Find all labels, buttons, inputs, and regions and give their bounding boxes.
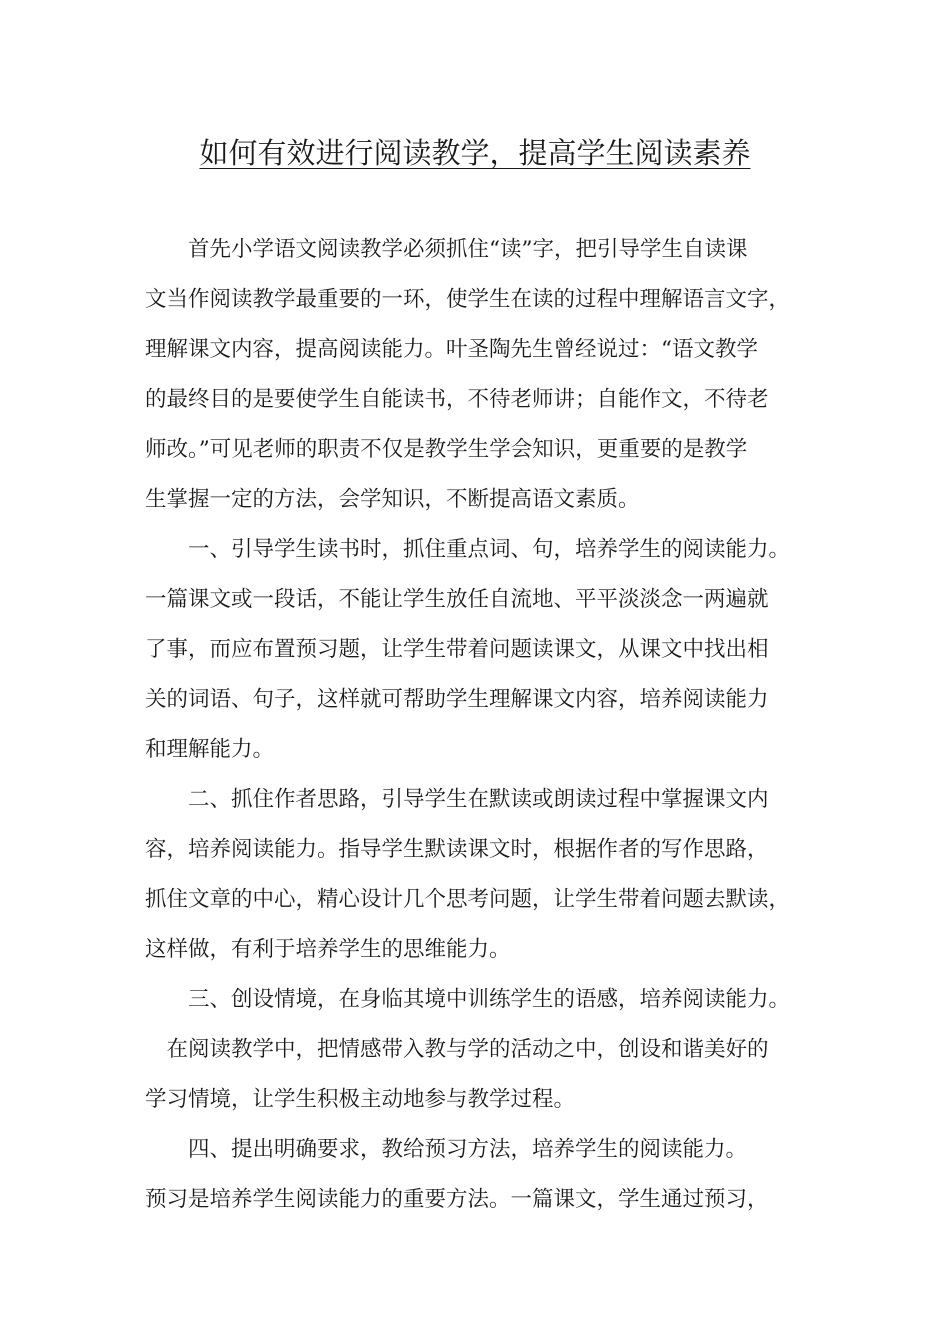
- body-line: 文当作阅读教学最重要的一环，使学生在读的过程中理解语言文字，: [145, 287, 791, 312]
- body-line: 在阅读教学中，把情感带入教与学的活动之中，创设和谐美好的: [145, 1037, 769, 1062]
- body-line: 抓住文章的中心，精心设计几个思考问题，让学生带着问题去默读，: [145, 887, 791, 912]
- body-line: 这样做，有利于培养学生的思维能力。: [145, 937, 511, 962]
- body-line: 一篇课文或一段话，不能让学生放任自流地、平平淡淡念一两遍就: [145, 587, 769, 612]
- body-line: 学习情境，让学生积极主动地参与教学过程。: [145, 1087, 576, 1112]
- body-line: 四、提出明确要求，教给预习方法，培养学生的阅读能力。: [145, 1137, 748, 1162]
- body-line: 预习是培养学生阅读能力的重要方法。一篇课文，学生通过预习，: [145, 1187, 769, 1212]
- body-line: 了事，而应布置预习题，让学生带着问题读课文，从课文中找出相: [145, 637, 769, 662]
- body-line: 理解课文内容，提高阅读能力。叶圣陶先生曾经说过：“语文教学: [145, 337, 758, 362]
- body-line: 关的词语、句子，这样就可帮助学生理解课文内容，培养阅读能力: [145, 687, 769, 712]
- body-line: 和理解能力。: [145, 737, 275, 762]
- body-line: 三、创设情境，在身临其境中训练学生的语感，培养阅读能力。: [145, 987, 791, 1012]
- body-line: 一、引导学生读书时，抓住重点词、句，培养学生的阅读能力。: [145, 537, 791, 562]
- document-title: [0, 133, 950, 173]
- body-line: 师改。”可见老师的职责不仅是教学生学会知识，更重要的是教学: [145, 437, 748, 462]
- body-line: 二、抓住作者思路，引导学生在默读或朗读过程中掌握课文内: [145, 787, 769, 812]
- body-line: 首先小学语文阅读教学必须抓住“读”字，把引导学生自读课: [145, 237, 748, 262]
- body-line: 生掌握一定的方法，会学知识，不断提高语文素质。: [145, 487, 640, 512]
- body-line: 容，培养阅读能力。指导学生默读课文时，根据作者的写作思路，: [145, 837, 769, 862]
- document-title-text: 如何有效进行阅读教学，提高学生阅读素养: [199, 136, 751, 170]
- body-line: 的最终目的是要使学生自能读书，不待老师讲；自能作文，不待老: [145, 387, 769, 412]
